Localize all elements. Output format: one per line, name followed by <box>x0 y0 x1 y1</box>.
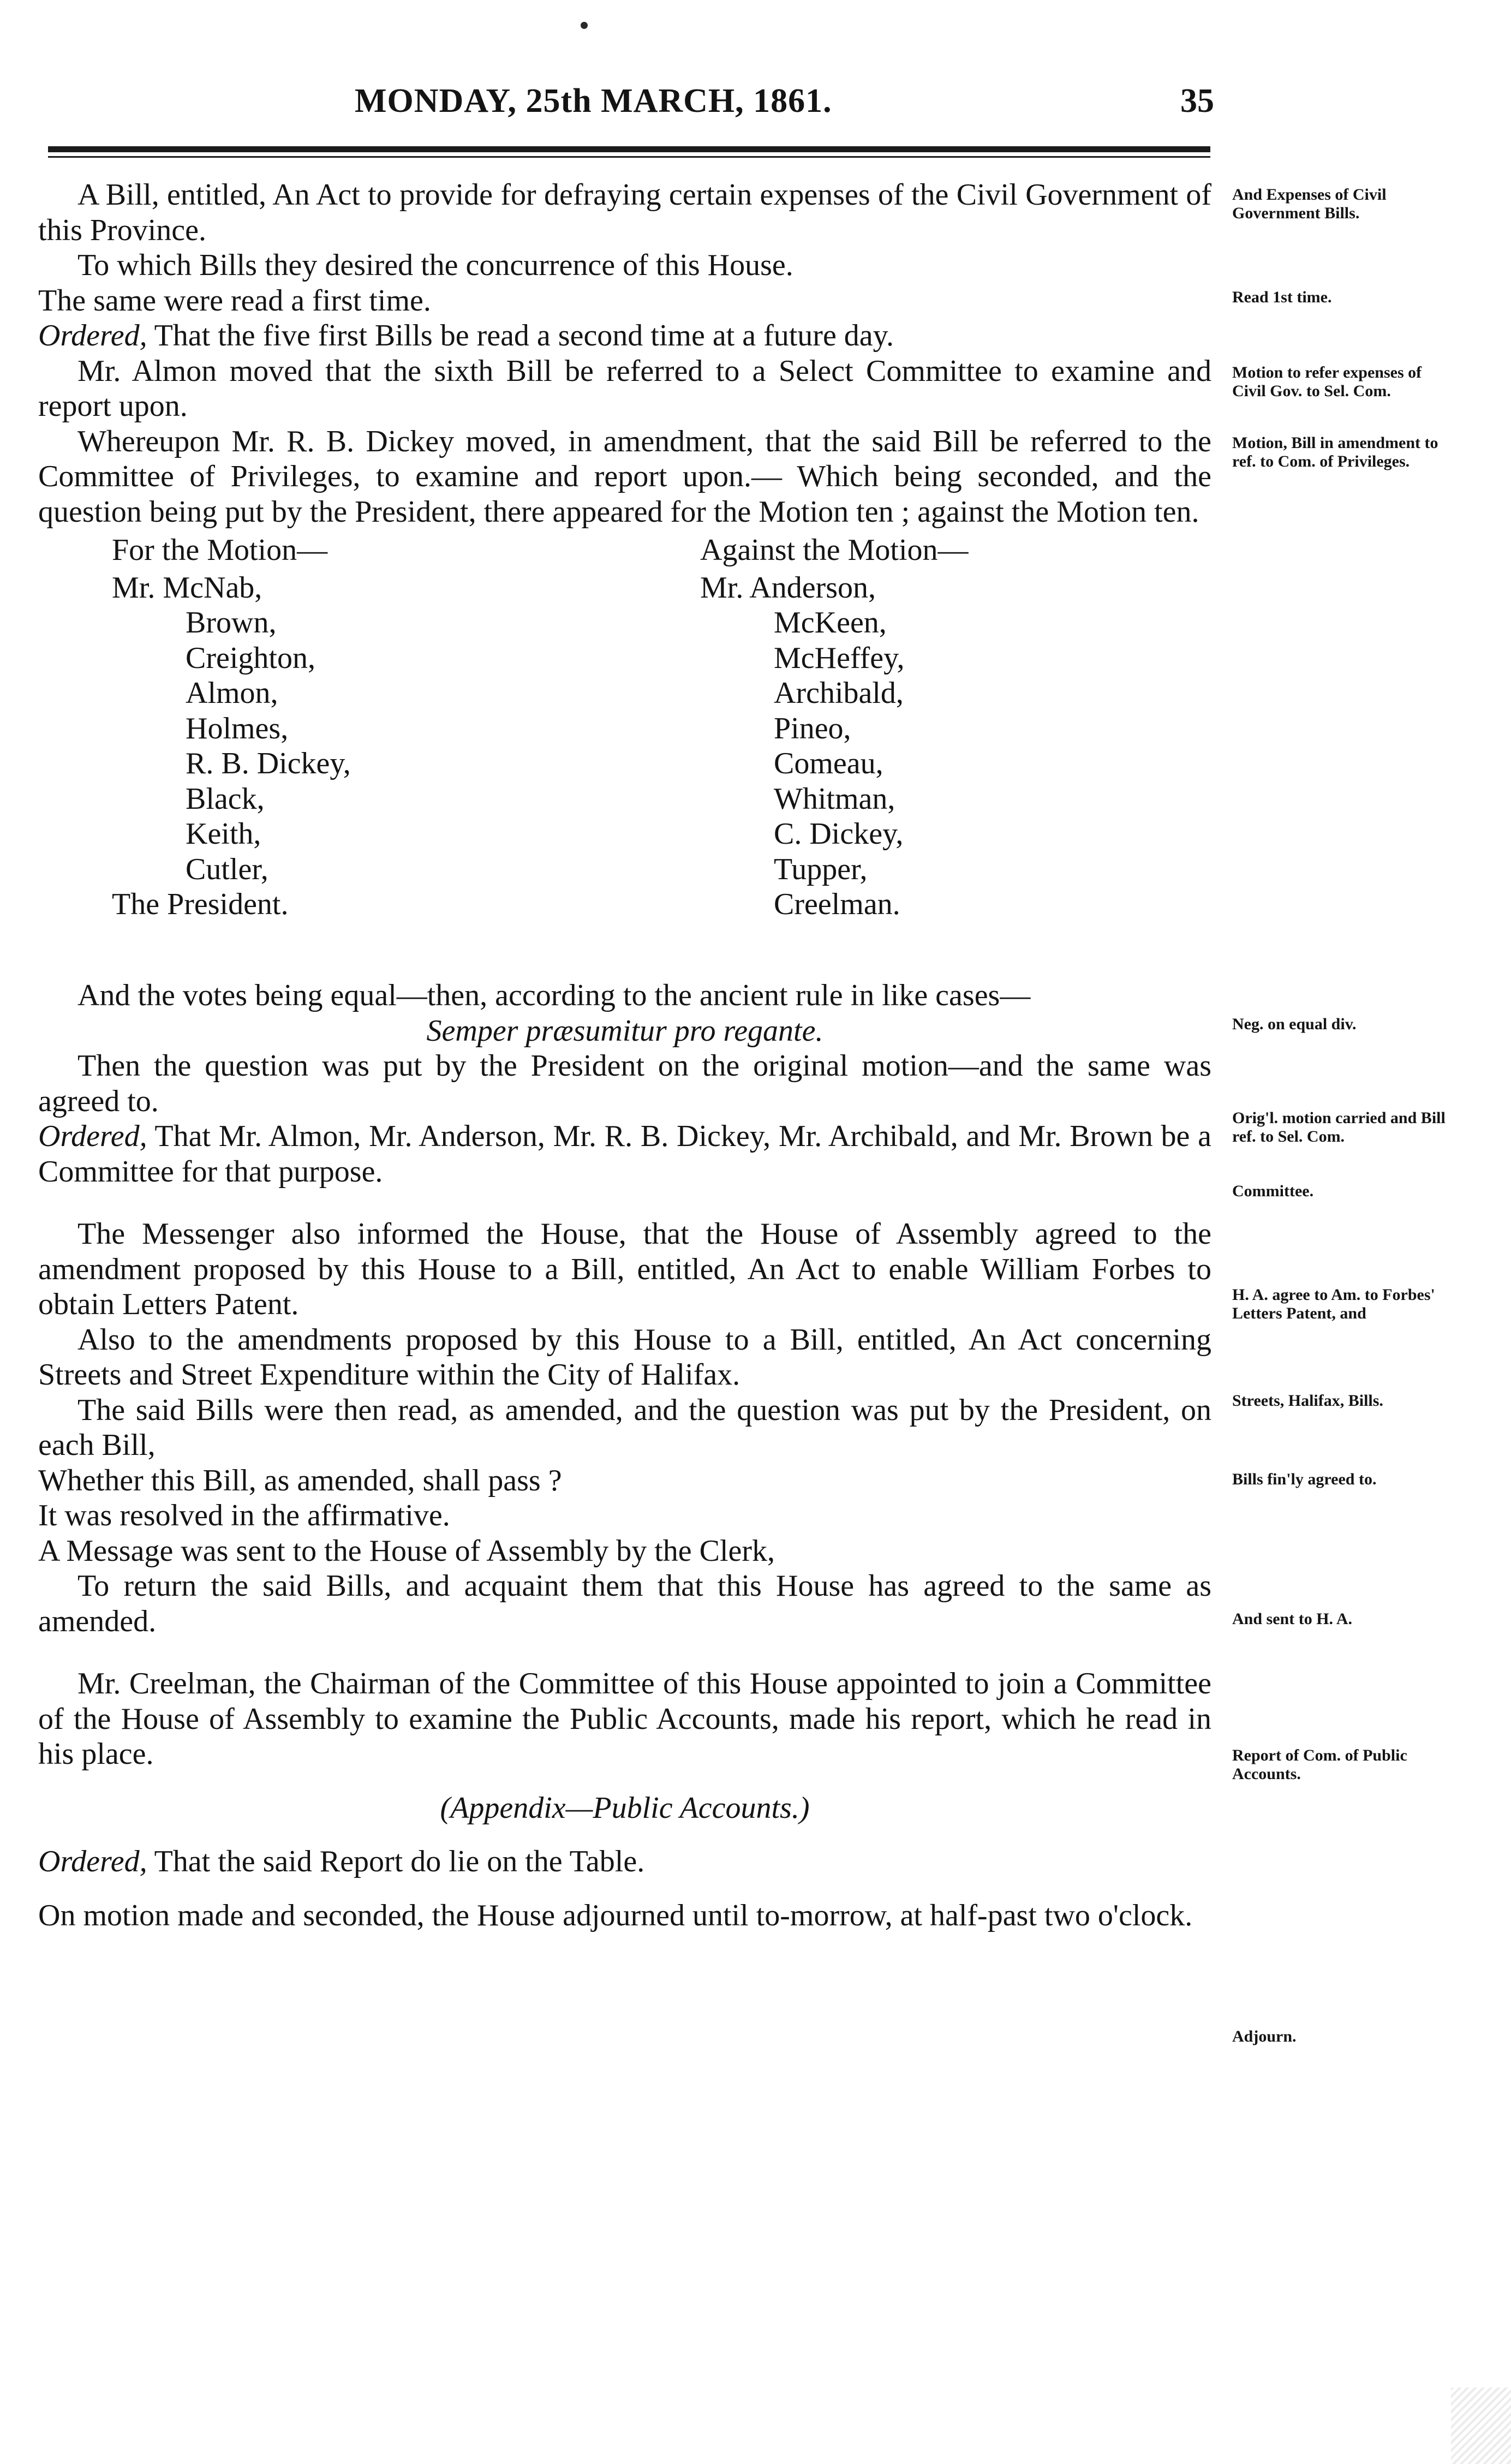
header-rule-thin <box>48 156 1210 158</box>
paragraph-text: That Mr. Almon, Mr. Anderson, Mr. R. B. Dickey, Mr. Archibald, and Mr. Brown be a Committee for that purpose. <box>38 1119 1211 1189</box>
margin-note-text: Report of Com. of Public Accounts. <box>1232 1746 1407 1783</box>
vote-name: Mr. Anderson, <box>700 570 876 605</box>
paragraph: The said Bills were then read, as amended, and the question was put by the President, on each Bill, <box>38 1393 1211 1462</box>
vote-name: R. B. Dickey, <box>186 747 351 780</box>
appendix-reference: (Appendix—Public Accounts.) <box>440 1791 810 1825</box>
paragraph: To which Bills they desired the concurrence of this House. <box>77 248 793 282</box>
margin-note <box>1232 1392 1450 1410</box>
margin-note <box>1232 1286 1450 1323</box>
vote-name: Brown, <box>186 606 277 640</box>
paragraph <box>38 1119 1211 1189</box>
margin-note <box>1232 186 1450 223</box>
vote-name: Tupper, <box>774 852 868 886</box>
spacer <box>38 1189 1211 1216</box>
vote-name: Black, <box>186 781 265 816</box>
for-motion-header: For the Motion— <box>112 533 328 567</box>
margin-note <box>1232 1109 1450 1146</box>
paragraph: And the votes being equal—then, according to the ancient rule in like cases— <box>77 979 1031 1012</box>
margin-note-text: Streets, Halifax, Bills. <box>1232 1392 1383 1410</box>
margin-note <box>1232 434 1450 471</box>
margin-note <box>1232 363 1450 401</box>
paper-edge-texture <box>1451 2388 1511 2464</box>
paragraph: A Message was sent to the House of Assembly by the Clerk, <box>38 1534 775 1568</box>
vote-name: Comeau, <box>774 747 883 780</box>
paragraph <box>38 1844 1211 1880</box>
ink-dot <box>581 22 588 29</box>
for-motion-column <box>112 533 351 922</box>
margin-note-text: And Expenses of Civil Government Bills. <box>1232 186 1387 222</box>
margin-note-text: Motion to refer expenses of Civil Gov. to Sel. Com. <box>1232 363 1422 400</box>
vote-name: Cutler, <box>186 852 268 886</box>
paragraph-text: That the said Report do lie on the Table. <box>154 1845 645 1878</box>
vote-name: Mr. McNab, <box>112 570 262 605</box>
spacer <box>38 1880 1211 1898</box>
paragraph: On motion made and seconded, the House adjourned until to-morrow, at half-past two o'clock. <box>38 1898 1193 1932</box>
paragraph: To return the said Bills, and acquaint them that this House has agreed to the same as amended. <box>38 1569 1211 1638</box>
margin-note <box>1232 288 1450 307</box>
vote-name: McKeen, <box>774 606 887 640</box>
division-list <box>38 533 1211 975</box>
paragraph: The same were read a first time. <box>38 283 431 318</box>
paragraph-text: That the five first Bills be read a second time at a future day. <box>154 319 894 353</box>
paragraph: Whether this Bill, as amended, shall pass ? <box>38 1463 562 1498</box>
against-motion-column <box>700 533 969 922</box>
paragraph: Also to the amendments proposed by this House to a Bill, entitled, An Act concerning Streets and Street Expenditure within the City of Halifax. <box>38 1322 1211 1392</box>
margin-note-text: H. A. agree to Am. to Forbes' Letters Patent, and <box>1232 1286 1435 1322</box>
ordered-lead: Ordered, <box>38 1119 147 1153</box>
vote-name: McHeffey, <box>774 641 905 675</box>
latin-maxim: Semper præsumitur pro regante. <box>426 1013 823 1048</box>
margin-note-text: Committee. <box>1232 1182 1314 1200</box>
paragraph: It was resolved in the affirmative. <box>38 1499 450 1532</box>
margin-note-text: Motion, Bill in amendment to ref. to Com. of Privileges. <box>1232 434 1438 470</box>
spacer <box>38 1772 1211 1791</box>
header-title: MONDAY, 25th MARCH, 1861. <box>355 82 832 120</box>
margin-note <box>1232 1015 1450 1034</box>
vote-name: Creighton, <box>186 641 315 675</box>
margin-note-text: Orig'l. motion carried and Bill ref. to Sel. Com. <box>1232 1109 1446 1146</box>
vote-name: Almon, <box>186 676 278 710</box>
vote-name: Whitman, <box>774 781 895 816</box>
margin-note <box>1232 1746 1450 1783</box>
margin-note <box>1232 1182 1450 1201</box>
vote-name: Creelman. <box>774 887 900 921</box>
margin-note <box>1232 1470 1450 1489</box>
margin-note-text: Adjourn. <box>1232 2027 1297 2045</box>
vote-name: Archibald, <box>774 676 904 710</box>
page-header <box>0 82 1511 131</box>
against-motion-header: Against the Motion— <box>700 533 969 567</box>
main-text <box>38 177 1211 1933</box>
margin-note-text: Read 1st time. <box>1232 288 1332 306</box>
vote-name: The President. <box>112 887 289 921</box>
paragraph: A Bill, entitled, An Act to provide for defraying certain expenses of the Civil Government of this Province. <box>38 178 1211 247</box>
paragraph: Mr. Almon moved that the sixth Bill be referred to a Select Committee to examine and report upon. <box>38 354 1211 423</box>
paragraph: Whereupon Mr. R. B. Dickey moved, in amendment, that the said Bill be referred to the Committee of Privileges, to examine and report upon.— Which being seconded, and the question being put by the President, there appeared for the Motion ten ; against the Motion ten. <box>38 424 1211 529</box>
margin-note-text: And sent to H. A. <box>1232 1610 1353 1628</box>
ordered-lead: Ordered, <box>38 319 147 353</box>
page-number: 35 <box>1180 82 1214 120</box>
vote-name: Keith, <box>186 817 261 851</box>
paragraph: The Messenger also informed the House, that the House of Assembly agreed to the amendment proposed by this House to a Bill, entitled, An Act to enable William Forbes to obtain Letters Patent. <box>38 1217 1211 1321</box>
ordered-lead: Ordered, <box>38 1845 147 1878</box>
paragraph: Mr. Creelman, the Chairman of the Committee of this House appointed to join a Committee of the House of Assembly to examine the Public Accounts, made his report, which he read in his place. <box>38 1667 1211 1771</box>
paragraph <box>38 318 1211 354</box>
vote-name: C. Dickey, <box>774 817 904 851</box>
spacer <box>38 1639 1211 1666</box>
margin-note-text: Neg. on equal div. <box>1232 1015 1357 1033</box>
margin-note <box>1232 1610 1450 1628</box>
vote-name: Pineo, <box>774 711 851 745</box>
margin-note <box>1232 2027 1450 2046</box>
margin-note-text: Bills fin'ly agreed to. <box>1232 1470 1377 1488</box>
spacer <box>38 1825 1211 1844</box>
vote-name: Holmes, <box>186 711 289 745</box>
paragraph: Then the question was put by the President on the original motion—and the same was agreed to. <box>38 1049 1211 1118</box>
header-rule-thick <box>48 146 1210 152</box>
